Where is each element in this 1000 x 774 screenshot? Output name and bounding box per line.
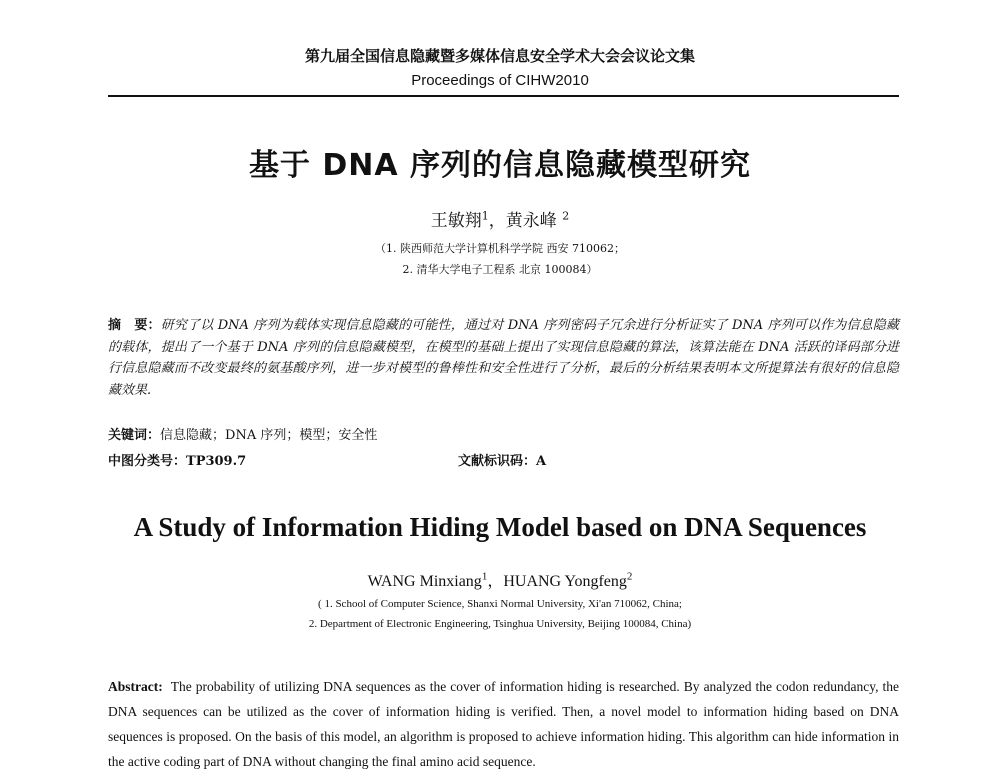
author-2-affil-mark: 2	[562, 209, 570, 223]
affiliation-1-en: ( 1. School of Computer Science, Shanxi Normal University, Xi'an 710062, China;	[318, 598, 682, 610]
abstract-cn-label: 摘 要：	[108, 318, 161, 333]
abstract-cn-text: 研究了以 DNA 序列为载体实现信息隐藏的可能性，通过对 DNA 序列密码子冗余进行分析证实了 DNA 序列可以作为信息隐藏的载体，提出了一个基于 DNA 序列的信息隐藏模型，在模型的基础上提出了实现信息隐藏的算法，该算法能在 DNA 活跃的译码部分进行信息隐藏而不改变最终的氨基酸序列，进一步对模型的鲁棒性和安全性进行了分析，最后的分析结果表明本文所提算法有很好的信息隐藏效果.	[108, 318, 899, 398]
clc-label: 中图分类号：	[108, 454, 187, 469]
author-2-cn: 黄永峰	[505, 211, 557, 231]
paper-title-cn: 基于 DNA 序列的信息隐藏模型研究	[248, 148, 752, 183]
author-1-en-affil-mark: 1	[481, 570, 488, 583]
keywords-cn-text: 信息隐藏；DNA 序列；模型；安全性	[160, 428, 378, 443]
author-1-cn: 王敏翔	[430, 211, 482, 231]
clc-value: TP309.7	[186, 454, 247, 469]
keywords-cn-label: 关键词：	[108, 428, 161, 443]
author-2-en-affil-mark: 2	[626, 570, 633, 583]
author-separator: ，	[488, 211, 506, 231]
proceedings-title-cn: 第九届全国信息隐藏暨多媒体信息安全学术大会会议论文集	[304, 47, 695, 65]
keywords-cn	[108, 424, 377, 443]
affiliation-2-cn: 2. 清华大学电子工程系 北京 100084）	[402, 263, 598, 276]
abstract-cn	[108, 315, 899, 401]
classification-line	[108, 450, 899, 469]
paper-title-en: A Study of Information Hiding Model based on DNA Sequences	[133, 512, 867, 542]
doc-code	[458, 450, 546, 469]
affiliation-1-cn: （1. 陕西师范大学计算机科学学院 西安 710062；	[375, 242, 625, 255]
header-divider	[108, 95, 899, 97]
authors-cn	[0, 206, 1000, 231]
affiliation-2-en: 2. Department of Electronic Engineering, Tsinghua University, Beijing 100084, China)	[308, 618, 692, 630]
author-2-en: HUANG Yongfeng	[503, 573, 627, 590]
doc-code-value: A	[536, 454, 547, 469]
abstract-en-text: The probability of utilizing DNA sequences as the cover of information hiding is researched. By analyzed the codon redundancy, the DNA sequences can be utilized as the cover of information hiding is verified. Then, a novel model to information hiding based on DNA sequences is proposed. On the basis of this model, an algorithm is proposed to achieve information hiding. This algorithm can hide information in the active coding part of DNA without changing the final amino acid sequence.	[108, 679, 900, 769]
doc-code-label: 文献标识码：	[458, 454, 537, 469]
proceedings-title-en: Proceedings of CIHW2010	[411, 72, 589, 89]
abstract-en	[108, 674, 899, 774]
author-1-en: WANG Minxiang	[367, 573, 482, 590]
abstract-en-label: Abstract:	[108, 679, 163, 694]
author-en-separator: ，	[487, 573, 504, 590]
author-1-affil-mark: 1	[481, 209, 489, 223]
authors-en	[0, 568, 1000, 591]
